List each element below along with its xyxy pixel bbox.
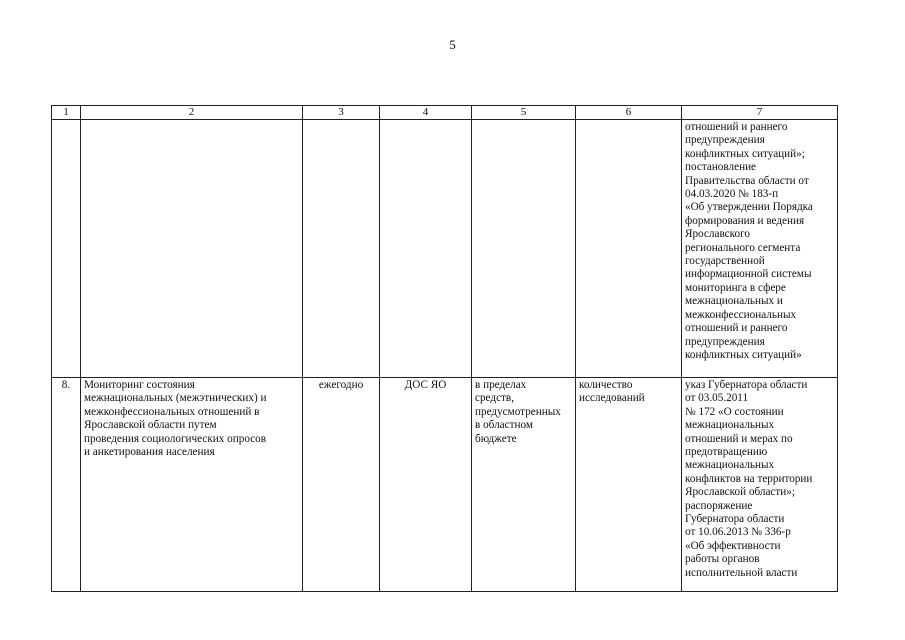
text-line: «Об утверждении Порядка <box>685 201 813 214</box>
text-line: отношений и мерах по <box>685 432 793 445</box>
cont-basis-cell <box>682 120 838 378</box>
text-line: в пределах <box>475 379 527 391</box>
text-line: отношений и раннего <box>685 322 788 335</box>
text-line: Ярославского <box>685 228 750 241</box>
text-line: межнациональных и <box>685 295 783 308</box>
measures-table <box>51 105 838 592</box>
text-line: Губернатора области <box>685 513 785 526</box>
cont-cell-6 <box>576 120 682 378</box>
text-line: мониторинга в сфере <box>685 281 786 294</box>
cont-cell-5 <box>472 120 576 378</box>
row8-number: 8. <box>52 378 81 592</box>
header-cell-2: 2 <box>81 106 303 120</box>
page-number: 5 <box>449 37 456 52</box>
text-line: государственной <box>685 255 765 268</box>
text-line: «Об эффективности <box>685 539 781 552</box>
text-line: предупреждения <box>685 134 765 147</box>
text-line: Ярославской области путем <box>84 419 217 432</box>
text-line: исследований <box>579 392 645 405</box>
text-line: Правительства области от <box>685 174 809 187</box>
text-line: и анкетирования населения <box>84 446 215 459</box>
cont-cell-3 <box>303 120 380 378</box>
text-line: формирования и ведения <box>685 214 805 227</box>
text-line: межконфессиональных <box>685 308 797 321</box>
text-line: работы органов <box>685 553 760 566</box>
header-cell-5: 5 <box>472 106 576 120</box>
row8-basis <box>682 378 838 592</box>
row8-period: ежегодно <box>303 378 380 592</box>
text-line: 04.03.2020 № 183-п <box>685 188 779 201</box>
text-line: предупреждения <box>685 335 765 348</box>
text-line: Ярославской области»; <box>685 486 795 499</box>
cont-cell-2 <box>81 120 303 378</box>
text-line: конфликтов на территории <box>685 472 813 485</box>
row8-indicator <box>576 378 682 592</box>
text-line: регионального сегмента <box>685 241 801 254</box>
header-cell-7: 7 <box>682 106 838 120</box>
text-line: предусмотренных <box>475 405 561 418</box>
text-line: количество <box>579 379 633 391</box>
header-cell-3: 3 <box>303 106 380 120</box>
text-line: от 10.06.2013 № 336-р <box>685 526 791 539</box>
text-line: проведения социологических опросов <box>84 432 267 445</box>
text-line: распоряжение <box>685 499 753 512</box>
header-cell-4: 4 <box>380 106 472 120</box>
text-line: отношений и раннего <box>685 121 788 133</box>
text-line: Мониторинг состояния <box>84 379 195 391</box>
text-line: средств, <box>475 392 515 405</box>
row8-funding <box>472 378 576 592</box>
header-cell-6: 6 <box>576 106 682 120</box>
text-line: межнациональных (межэтнических) и <box>84 392 267 405</box>
text-line: межконфессиональных отношений в <box>84 405 260 418</box>
table-row-continuation <box>52 120 838 378</box>
text-line: постановление <box>685 161 757 174</box>
text-line: в областном <box>475 419 533 432</box>
row8-description <box>81 378 303 592</box>
text-line: предотвращению <box>685 446 768 459</box>
table-header-row <box>52 106 838 120</box>
text-line: межнациональных <box>685 459 775 472</box>
cont-cell-1 <box>52 120 81 378</box>
table-row-8 <box>52 378 838 592</box>
text-line: конфликтных ситуаций» <box>685 348 802 361</box>
text-line: от 03.05.2011 <box>685 392 749 405</box>
row8-executor: ДОС ЯО <box>380 378 472 592</box>
text-line: бюджете <box>475 432 517 445</box>
text-line: № 172 «О состоянии <box>685 405 784 418</box>
cont-cell-4 <box>380 120 472 378</box>
header-cell-1: 1 <box>52 106 81 120</box>
text-line: информационной системы <box>685 268 812 281</box>
text-line: конфликтных ситуаций»; <box>685 147 805 160</box>
text-line: указ Губернатора области <box>685 379 808 391</box>
text-line: исполнительной власти <box>685 566 798 579</box>
text-line: межнациональных <box>685 419 775 432</box>
